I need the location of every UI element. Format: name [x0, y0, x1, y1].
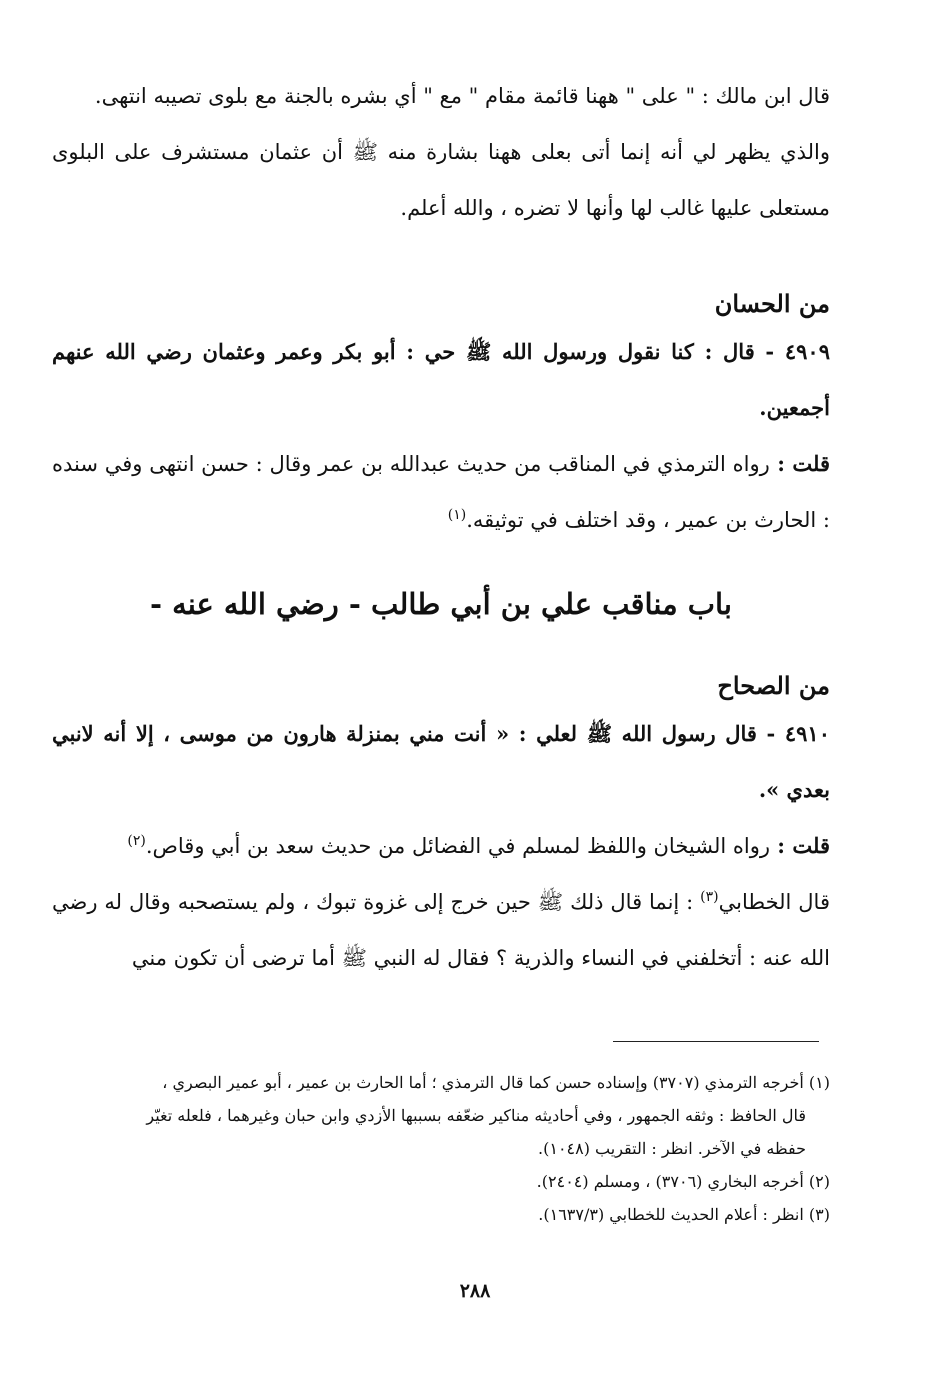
hadith-4910-text: « أنت مني بمنزلة هارون من موسى ، إلا أنه لانبي بعدي ». [52, 721, 830, 802]
bab-title: باب مناقب علي بن أبي طالب - رضي الله عنه - [150, 587, 732, 621]
spacer [52, 236, 830, 284]
footnote-ref-3: (٣) [700, 889, 719, 905]
qult-label: قلت : [770, 833, 830, 858]
footnote-1-line-1: (١) أخرجه الترمذي (٣٧٠٧) وإسناده حسن كما قال الترمذي ؛ أما الحارث بن عمير ، أبو عمير البصري ، [162, 1073, 830, 1092]
spacer [52, 548, 830, 582]
qult-4909 [52, 436, 830, 548]
intro-paragraph-1 [52, 68, 830, 124]
page-number: ٢٨٨ [459, 1280, 491, 1302]
main-text [52, 68, 830, 986]
section-heading-sihah: من الصحاح [717, 671, 830, 700]
footnote-2: (٢) أخرجه البخاري (٣٧٠٦) ، ومسلم (٢٤٠٤). [536, 1172, 830, 1191]
hadith-4909 [52, 324, 830, 436]
qult-4910 [52, 818, 830, 874]
footnote-ref-2: (٢) [127, 833, 146, 849]
intro-paragraph-2 [52, 124, 830, 236]
qult-4909-text: رواه الترمذي في المناقب من حديث عبدالله بن عمر وقال : حسن انتهى وفي سنده : الحارث بن عمير ، وقد اختلف في توثيقه. [52, 452, 830, 532]
spacer [52, 626, 830, 666]
khattabi-paragraph [52, 874, 830, 986]
footnote-1-line-2: قال الحافظ : وثقه الجمهور ، وفي أحاديثه مناكير ضعّفه بسببها الأزدي وابن حبان وغيرهما ، فلعله تغيّر [146, 1106, 806, 1125]
hadith-4909-number: ٤٩٠٩ - قال : [693, 339, 830, 364]
qult-label: قلت : [769, 451, 830, 476]
section-heading-hisan: من الحسان [714, 289, 830, 318]
footnote-ref-1: (١) [447, 507, 467, 523]
qult-4910-text: رواه الشيخان واللفظ لمسلم في الفضائل من حديث سعد بن أبي وقاص. [145, 834, 770, 858]
footnote-3: (٣) انظر : أعلام الحديث للخطابي (١٦٣٧/٣). [538, 1205, 830, 1224]
hadith-4910 [52, 706, 830, 818]
intro-line-2: والذي يظهر لي أنه إنما أتى بعلى ههنا بشارة منه ﷺ أن عثمان مستشرف على البلوى مستعلى عليها غالب لها وأنها لا تضره ، والله أعلم. [52, 140, 830, 220]
hadith-4909-text: كنا نقول ورسول الله ﷺ حي : أبو بكر وعمر وعثمان رضي الله عنهم أجمعين. [52, 339, 830, 420]
footnotes [52, 1066, 830, 1231]
intro-line-1: قال ابن مالك : " على " ههنا قائمة مقام " مع " أي بشره بالجنة مع بلوى تصيبه انتهى. [94, 84, 830, 108]
footnote-1-line-3: حفظه في الآخر. انظر : التقريب (١٠٤٨). [538, 1139, 806, 1158]
hadith-4910-number: ٤٩١٠ - قال رسول الله ﷺ لعلي : [509, 721, 830, 746]
khattabi-prefix: قال الخطابي [718, 890, 830, 914]
khattabi-text: : إنما قال ذلك ﷺ حين خرج إلى غزوة تبوك ، ولم يستصحبه وقال له رضي الله عنه : أتخلفني في النساء والذرية ؟ فقال له النبي ﷺ أما ترضى أن تكون مني [52, 890, 830, 970]
footnote-separator [613, 1041, 819, 1042]
